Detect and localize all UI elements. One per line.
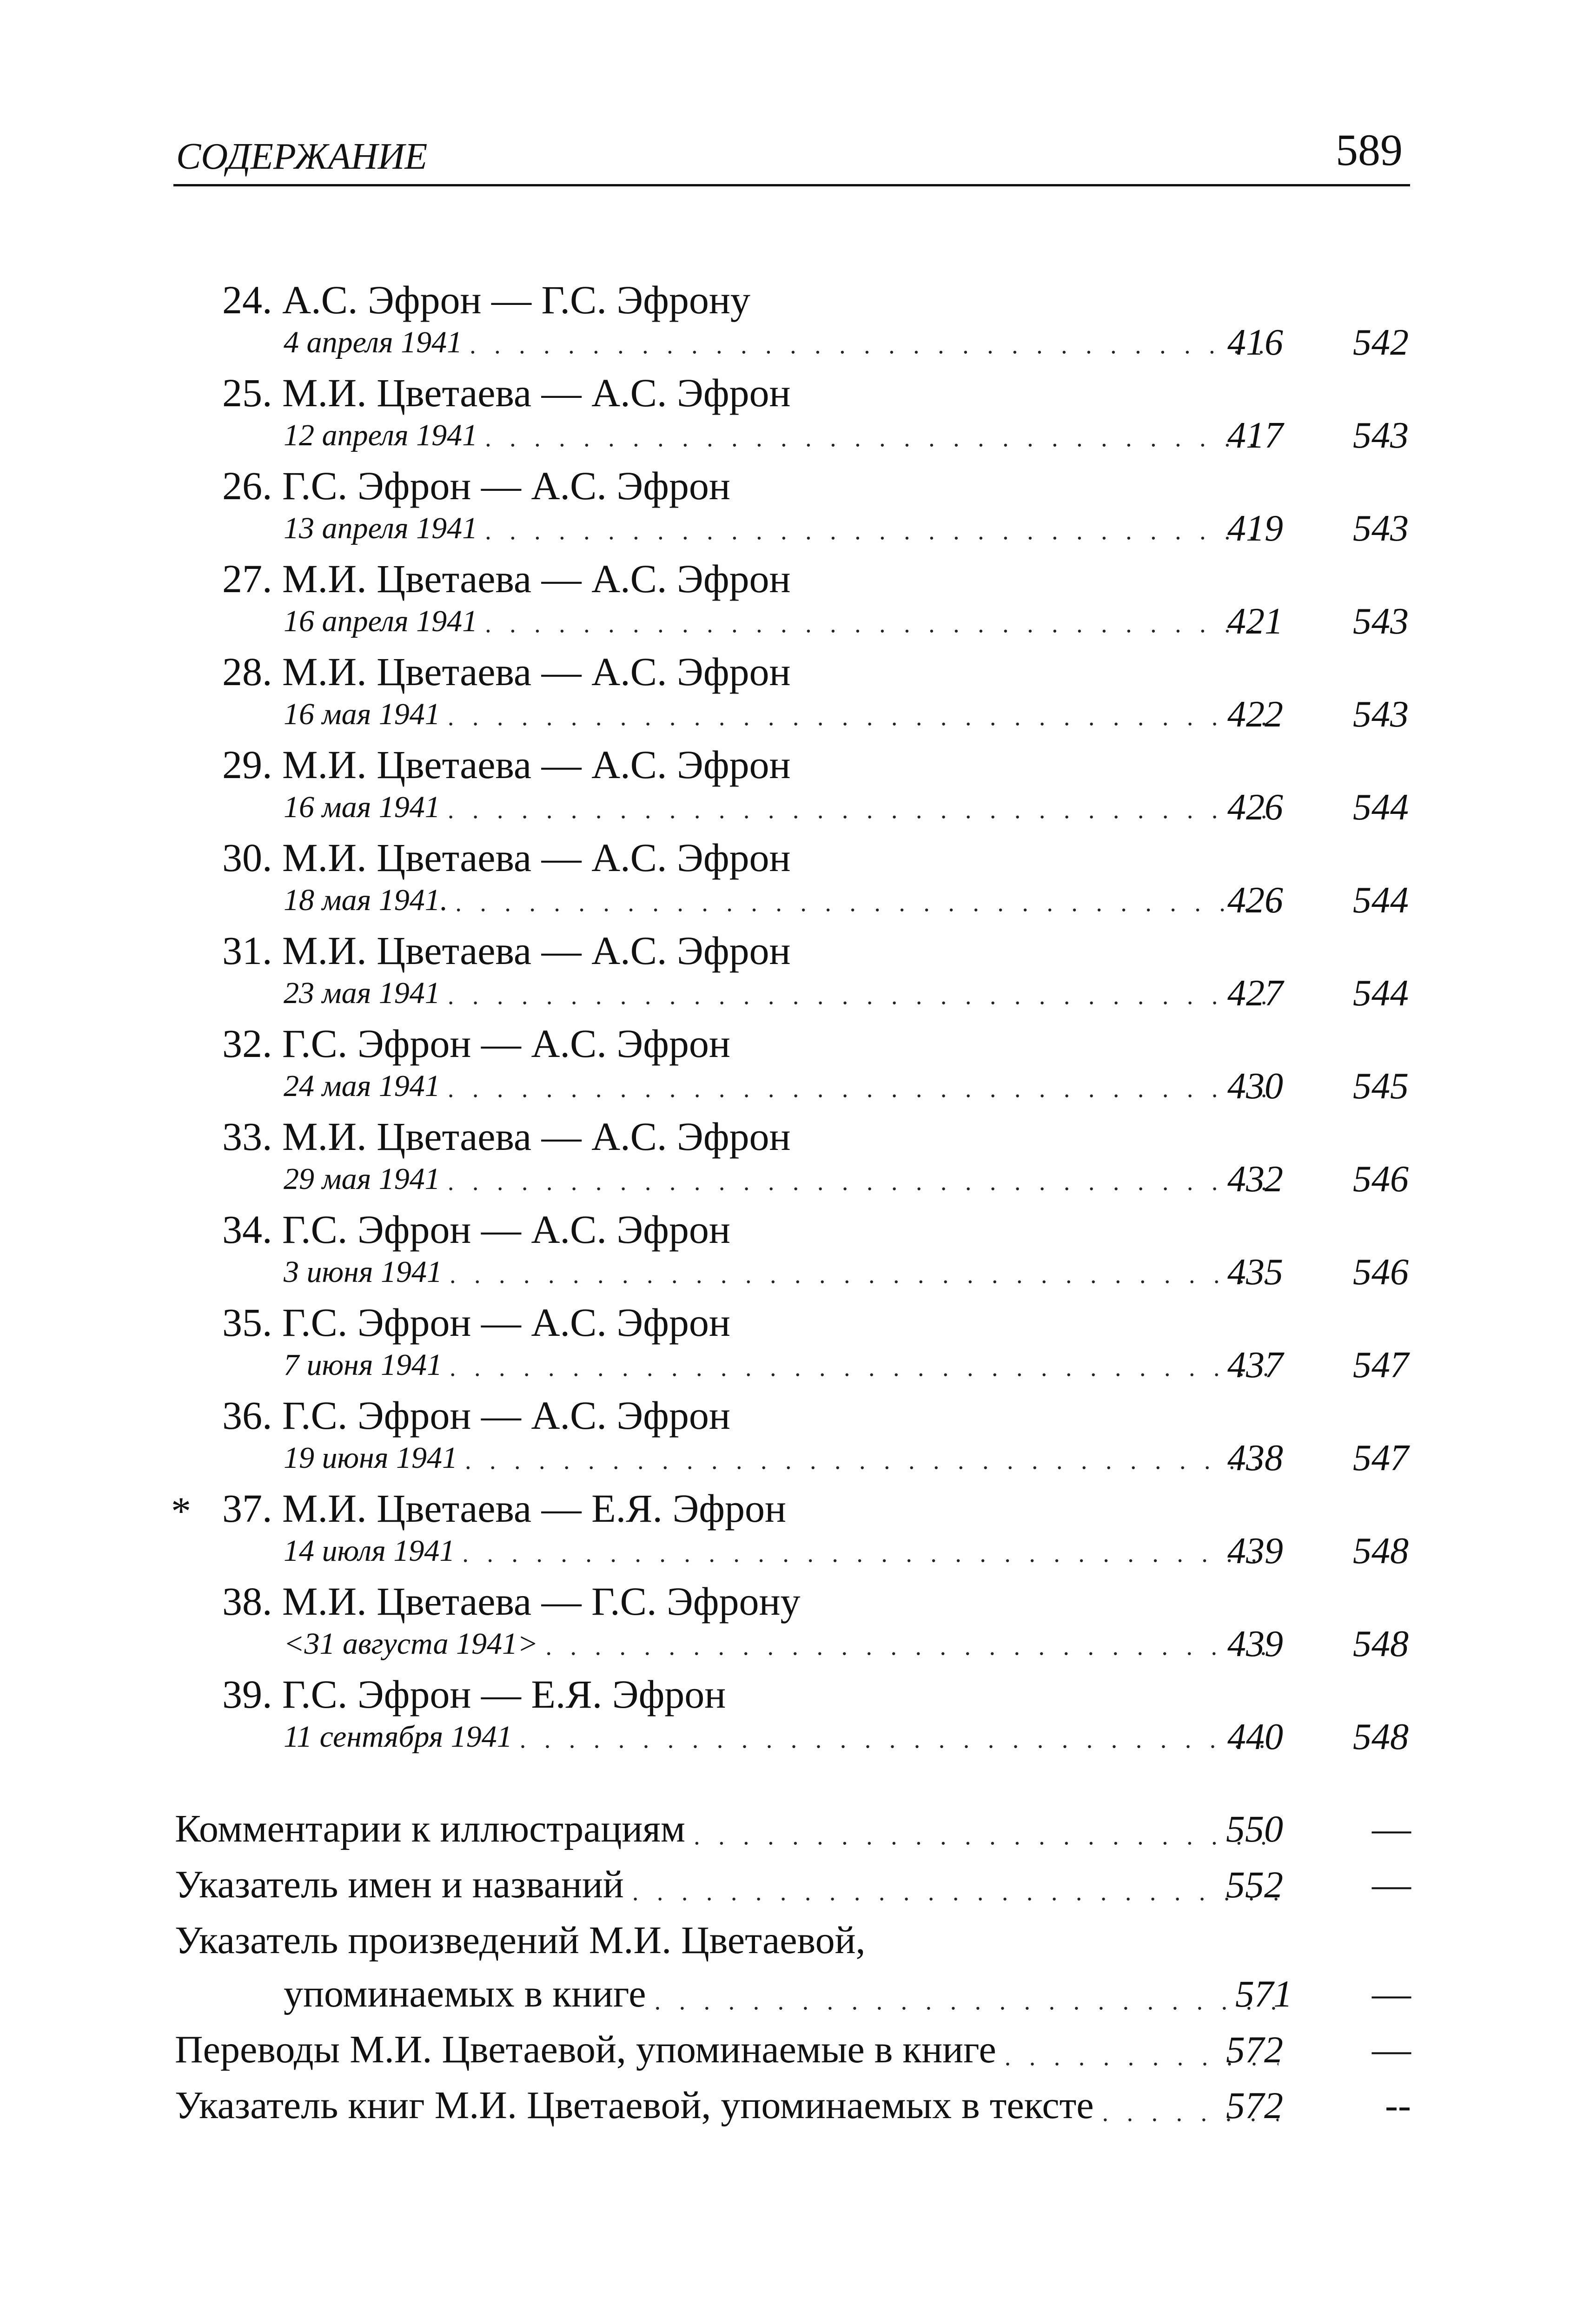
- notes-page: 546: [1353, 1252, 1409, 1293]
- text-page: 439: [1227, 1531, 1283, 1571]
- text-page: 439: [1227, 1624, 1283, 1664]
- asterisk-marker: *: [171, 1489, 191, 1533]
- dot-leader: [455, 884, 1274, 921]
- dot-leader: [450, 1349, 1274, 1386]
- entry-date: 12 апреля 1941: [284, 418, 478, 452]
- entry-date: 16 мая 1941: [284, 790, 440, 824]
- text-page: 426: [1227, 880, 1283, 921]
- dot-leader: [448, 791, 1274, 828]
- section-entry: [0, 1859, 1570, 1910]
- entry-title: 37. М.И. Цветаева — Е.Я. Эфрон: [222, 1486, 786, 1531]
- entry-date: 16 апреля 1941: [284, 604, 478, 638]
- dot-leader: [450, 1256, 1274, 1293]
- text-page: 432: [1227, 1159, 1283, 1200]
- entry-date: 24 мая 1941: [284, 1069, 440, 1103]
- notes-page: 543: [1353, 694, 1409, 735]
- running-header: [173, 125, 1410, 186]
- text-page: 416: [1227, 322, 1283, 363]
- section-page: 552: [1226, 1863, 1283, 1906]
- notes-dash: —: [1372, 1972, 1411, 2015]
- text-page: 427: [1227, 973, 1283, 1014]
- entry-title: 35. Г.С. Эфрон — А.С. Эфрон: [222, 1300, 730, 1345]
- entry-date: 19 июня 1941: [284, 1441, 457, 1475]
- notes-page: 542: [1353, 322, 1409, 363]
- dot-leader: [546, 1628, 1274, 1665]
- section-entry: [0, 2024, 1570, 2075]
- notes-page: 548: [1353, 1531, 1409, 1571]
- entry-title: 32. Г.С. Эфрон — А.С. Эфрон: [222, 1021, 730, 1066]
- section-title: СОДЕРЖАНИЕ: [176, 136, 428, 177]
- entry-date: 7 июня 1941: [284, 1348, 442, 1382]
- text-page: 421: [1227, 601, 1283, 642]
- section-title-line1: Указатель произведений М.И. Цветаевой,: [175, 1919, 866, 1962]
- notes-page: 544: [1353, 973, 1409, 1014]
- entry-title: 38. М.И. Цветаева — Г.С. Эфрону: [222, 1579, 801, 1624]
- dot-leader: [462, 1535, 1274, 1572]
- notes-dash: —: [1372, 1863, 1411, 1906]
- entry-title: 30. М.И. Цветаева — А.С. Эфрон: [222, 835, 791, 880]
- text-page: 437: [1227, 1345, 1283, 1386]
- entry-title: 33. М.И. Цветаева — А.С. Эфрон: [222, 1114, 791, 1159]
- notes-dash: —: [1372, 1807, 1411, 1850]
- notes-page: 543: [1353, 508, 1409, 549]
- section-page: 550: [1226, 1808, 1283, 1850]
- dot-leader: [448, 977, 1274, 1014]
- section-page: 572: [1226, 2084, 1283, 2126]
- entry-date: 11 сентября 1941: [284, 1720, 512, 1754]
- notes-page: 546: [1353, 1159, 1409, 1200]
- dot-leader: [655, 1982, 1292, 2020]
- dot-leader: [448, 1163, 1274, 1200]
- section-title: Указатель книг М.И. Цветаевой, упоминаемых в тексте: [175, 2084, 1094, 2127]
- entry-date: 23 мая 1941: [284, 976, 440, 1010]
- dot-leader: [485, 512, 1274, 549]
- section-title: упоминаемых в книге: [284, 1972, 646, 2015]
- entry-title: 29. М.И. Цветаева — А.С. Эфрон: [222, 742, 791, 787]
- entry-date: 3 июня 1941: [284, 1255, 442, 1289]
- notes-page: 544: [1353, 787, 1409, 828]
- section-title: Переводы М.И. Цветаевой, упоминаемые в книге: [175, 2028, 996, 2071]
- notes-page: 548: [1353, 1624, 1409, 1664]
- dot-leader: [485, 605, 1274, 642]
- dot-leader: [520, 1721, 1274, 1758]
- dot-leader: [470, 326, 1274, 363]
- entry-date: 18 мая 1941.: [284, 883, 448, 917]
- section-title: Комментарии к иллюстрациям: [175, 1807, 686, 1850]
- notes-dash: —: [1372, 2028, 1411, 2071]
- text-page: 422: [1227, 694, 1283, 735]
- section-entry: [0, 1803, 1570, 1855]
- text-page: 426: [1227, 787, 1283, 828]
- entry-title: 28. М.И. Цветаева — А.С. Эфрон: [222, 649, 791, 694]
- notes-page: 548: [1353, 1717, 1409, 1757]
- notes-page: 543: [1353, 415, 1409, 456]
- entry-title: 25. М.И. Цветаева — А.С. Эфрон: [222, 370, 791, 415]
- page-number: 589: [1336, 125, 1403, 175]
- text-page: 435: [1227, 1252, 1283, 1293]
- section-entry-first-line: [0, 1915, 1570, 1966]
- entry-title: 39. Г.С. Эфрон — Е.Я. Эфрон: [222, 1672, 726, 1717]
- dot-leader: [485, 419, 1274, 456]
- entry-date: 16 мая 1941: [284, 697, 440, 731]
- entry-title: 27. М.И. Цветаева — А.С. Эфрон: [222, 556, 791, 601]
- entry-title: 24. А.С. Эфрон — Г.С. Эфрону: [222, 277, 750, 322]
- dot-leader: [448, 1070, 1274, 1107]
- notes-page: 545: [1353, 1066, 1409, 1107]
- text-page: 430: [1227, 1066, 1283, 1107]
- text-page: 440: [1227, 1717, 1283, 1757]
- section-entry: [0, 2080, 1570, 2131]
- entry-date: 29 мая 1941: [284, 1162, 440, 1196]
- notes-page: 543: [1353, 601, 1409, 642]
- dot-leader: [694, 1817, 1279, 1855]
- notes-page: 544: [1353, 880, 1409, 921]
- dot-leader: [448, 698, 1274, 735]
- text-page: 417: [1227, 415, 1283, 456]
- section-entry: [0, 1968, 1570, 2020]
- entry-date: 13 апреля 1941: [284, 511, 478, 545]
- notes-page: 547: [1353, 1345, 1409, 1386]
- dot-leader: [465, 1442, 1274, 1479]
- section-title: Указатель имен и названий: [175, 1863, 624, 1906]
- entry-date: 14 июля 1941: [284, 1534, 455, 1568]
- section-page: 571: [1235, 1973, 1292, 2015]
- section-page: 572: [1226, 2028, 1283, 2071]
- entry-date: 4 апреля 1941: [284, 325, 463, 359]
- entry-title: 26. Г.С. Эфрон — А.С. Эфрон: [222, 463, 730, 508]
- entry-title: 34. Г.С. Эфрон — А.С. Эфрон: [222, 1207, 730, 1252]
- text-page: 438: [1227, 1438, 1283, 1479]
- entry-title: 31. М.И. Цветаева — А.С. Эфрон: [222, 928, 791, 973]
- notes-dash: --: [1385, 2084, 1411, 2127]
- entry-title: 36. Г.С. Эфрон — А.С. Эфрон: [222, 1393, 730, 1438]
- text-page: 419: [1227, 508, 1283, 549]
- dot-leader: [632, 1873, 1279, 1910]
- entry-date: <31 августа 1941>: [284, 1627, 538, 1661]
- notes-page: 547: [1353, 1438, 1409, 1479]
